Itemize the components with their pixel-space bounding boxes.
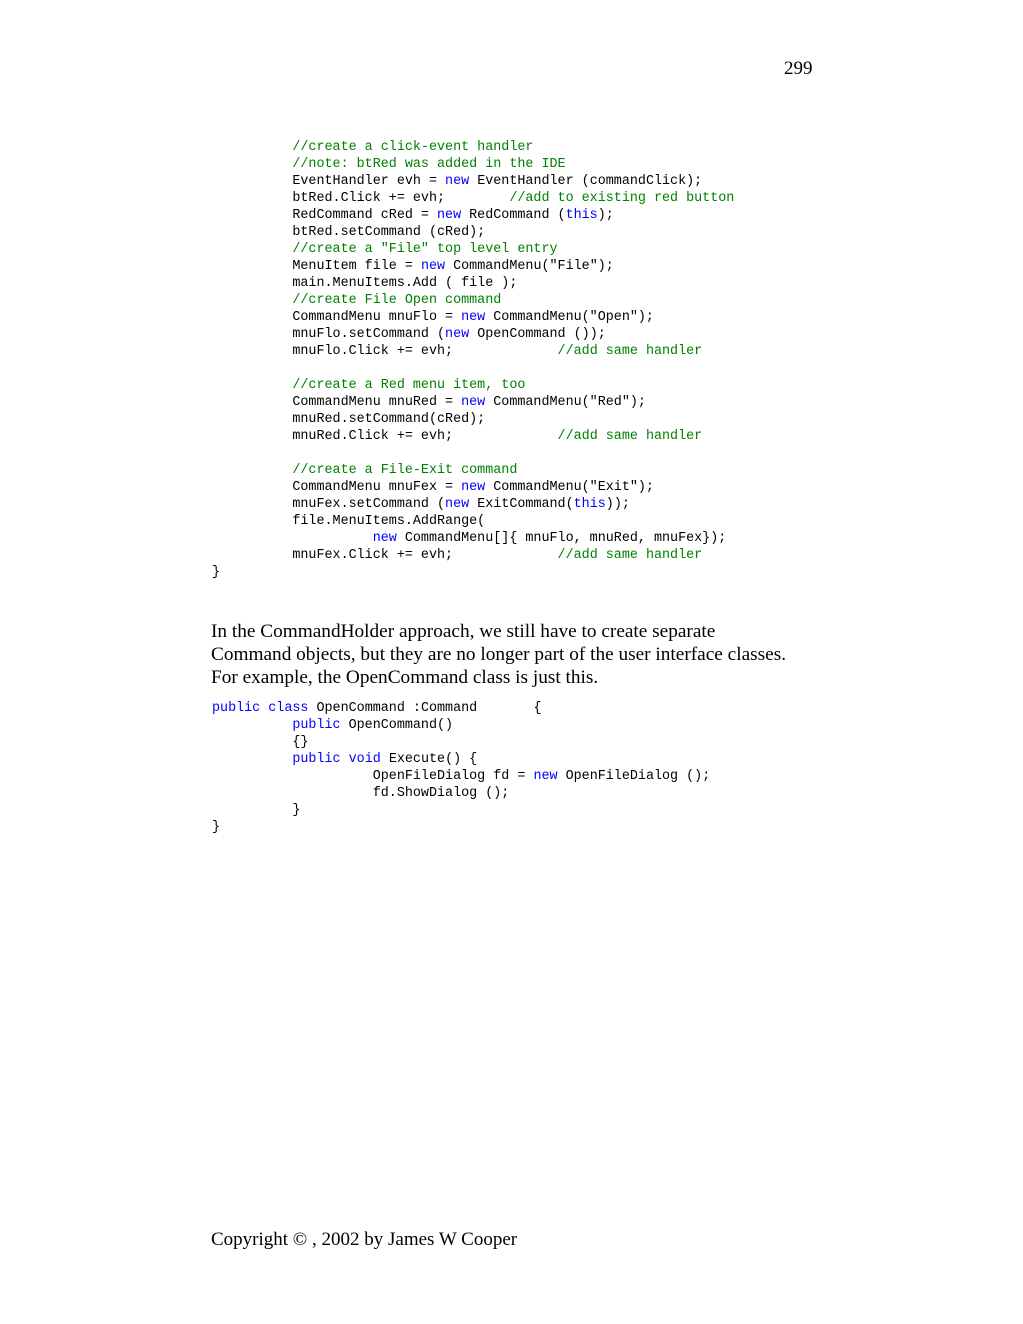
paragraph-line: In the CommandHolder approach, we still have to create separate xyxy=(211,621,716,642)
code-line xyxy=(212,156,734,173)
code-keyword: public xyxy=(292,718,341,733)
code-text: CommandMenu("File"); xyxy=(445,259,614,274)
code-keyword: new xyxy=(437,208,462,223)
code-text xyxy=(212,463,292,478)
code-comment: //create a Red menu item, too xyxy=(292,378,526,393)
code-text: ); xyxy=(597,208,614,223)
code-comment: //create a click-event handler xyxy=(292,140,534,155)
paragraph-line: Command objects, but they are no longer part of the user interface classes. xyxy=(211,644,787,665)
code-line xyxy=(212,547,734,564)
code-keyword: public xyxy=(212,701,261,716)
code-text: OpenFileDialog (); xyxy=(557,769,711,784)
code-line xyxy=(212,479,734,496)
code-text: OpenCommand :Command { xyxy=(308,701,542,716)
code-keyword: new xyxy=(533,769,558,784)
code-text: } xyxy=(212,565,221,580)
code-line xyxy=(212,700,710,717)
code-line xyxy=(212,377,734,394)
code-block xyxy=(212,700,710,836)
code-line xyxy=(212,819,710,836)
code-comment: //create a "File" top level entry xyxy=(292,242,558,257)
code-line xyxy=(212,360,734,377)
code-text: mnuFex.setCommand ( xyxy=(212,497,446,512)
code-line xyxy=(212,496,734,513)
code-keyword: new xyxy=(445,174,470,189)
code-line xyxy=(212,139,734,156)
code-line xyxy=(212,445,734,462)
code-line xyxy=(212,326,734,343)
code-comment: //add to existing red button xyxy=(509,191,735,206)
code-text: mnuFlo.setCommand ( xyxy=(212,327,446,342)
code-line xyxy=(212,292,734,309)
code-text: OpenCommand() xyxy=(340,718,454,733)
code-keyword: new xyxy=(445,497,470,512)
code-text xyxy=(212,140,292,155)
code-comment: //add same handler xyxy=(557,548,703,563)
code-text: OpenCommand ()); xyxy=(469,327,606,342)
code-keyword: this xyxy=(573,497,606,512)
code-comment: //note: btRed was added in the IDE xyxy=(292,157,566,172)
code-text xyxy=(212,531,373,546)
code-line xyxy=(212,258,734,275)
code-line xyxy=(212,411,734,428)
code-text xyxy=(341,752,349,767)
code-line xyxy=(212,717,710,734)
code-keyword: new xyxy=(461,395,486,410)
code-block xyxy=(212,139,734,581)
code-text: } xyxy=(212,803,301,818)
code-line xyxy=(212,564,734,581)
code-text: CommandMenu("Red"); xyxy=(485,395,646,410)
code-text: btRed.Click += evh; xyxy=(212,191,510,206)
code-text xyxy=(212,718,292,733)
code-line xyxy=(212,394,734,411)
code-text: OpenFileDialog fd = xyxy=(212,769,534,784)
code-text: fd.ShowDialog (); xyxy=(212,786,510,801)
code-keyword: this xyxy=(565,208,598,223)
code-comment: //create File Open command xyxy=(292,293,502,308)
code-text: CommandMenu("Exit"); xyxy=(485,480,654,495)
code-text: } xyxy=(212,820,221,835)
code-line xyxy=(212,207,734,224)
code-text: )); xyxy=(605,497,630,512)
code-text xyxy=(212,157,292,172)
code-line xyxy=(212,462,734,479)
code-text: RedCommand ( xyxy=(461,208,566,223)
code-comment: //add same handler xyxy=(557,429,703,444)
code-comment: //create a File-Exit command xyxy=(292,463,518,478)
code-text: mnuFex.Click += evh; xyxy=(212,548,558,563)
code-text: Execute() { xyxy=(380,752,478,767)
code-text: CommandMenu("Open"); xyxy=(485,310,654,325)
code-keyword: new xyxy=(461,480,486,495)
body-paragraph xyxy=(211,620,831,689)
code-text: RedCommand cRed = xyxy=(212,208,437,223)
code-text xyxy=(212,378,292,393)
code-keyword: new xyxy=(372,531,397,546)
code-text: main.MenuItems.Add ( file ); xyxy=(212,276,518,291)
code-text: mnuFlo.Click += evh; xyxy=(212,344,558,359)
code-keyword: public xyxy=(292,752,341,767)
code-text xyxy=(212,752,292,767)
code-text: CommandMenu mnuRed = xyxy=(212,395,462,410)
code-text: mnuRed.setCommand(cRed); xyxy=(212,412,486,427)
code-keyword: new xyxy=(420,259,446,274)
code-line xyxy=(212,275,734,292)
code-line xyxy=(212,190,734,207)
code-line xyxy=(212,173,734,190)
code-text: mnuRed.Click += evh; xyxy=(212,429,558,444)
paragraph-line: For example, the OpenCommand class is just this. xyxy=(211,667,599,688)
code-keyword: new xyxy=(461,310,486,325)
code-text: CommandMenu mnuFex = xyxy=(212,480,462,495)
code-keyword: class xyxy=(268,701,309,716)
code-text: CommandMenu[]{ mnuFlo, mnuRed, mnuFex}); xyxy=(396,531,727,546)
code-line xyxy=(212,513,734,530)
code-comment: //add same handler xyxy=(557,344,703,359)
code-text: EventHandler (commandClick); xyxy=(469,174,703,189)
code-text: btRed.setCommand (cRed); xyxy=(212,225,486,240)
code-text: CommandMenu mnuFlo = xyxy=(212,310,462,325)
code-line xyxy=(212,530,734,547)
code-keyword: void xyxy=(348,752,381,767)
code-line xyxy=(212,241,734,258)
code-line xyxy=(212,768,710,785)
code-line xyxy=(212,785,710,802)
code-line xyxy=(212,309,734,326)
code-text xyxy=(212,293,292,308)
code-keyword: new xyxy=(445,327,470,342)
code-text: {} xyxy=(212,735,309,750)
code-text xyxy=(212,242,292,257)
code-line xyxy=(212,428,734,445)
page-number: 299 xyxy=(784,58,813,79)
code-text: ExitCommand( xyxy=(469,497,574,512)
code-line xyxy=(212,734,710,751)
code-line xyxy=(212,224,734,241)
code-line xyxy=(212,802,710,819)
code-text: file.MenuItems.AddRange( xyxy=(212,514,486,529)
code-text: EventHandler evh = xyxy=(212,174,446,189)
copyright-footer: Copyright © , 2002 by James W Cooper xyxy=(211,1229,518,1250)
code-line xyxy=(212,751,710,768)
code-text: MenuItem file = xyxy=(212,259,421,274)
code-line xyxy=(212,343,734,360)
